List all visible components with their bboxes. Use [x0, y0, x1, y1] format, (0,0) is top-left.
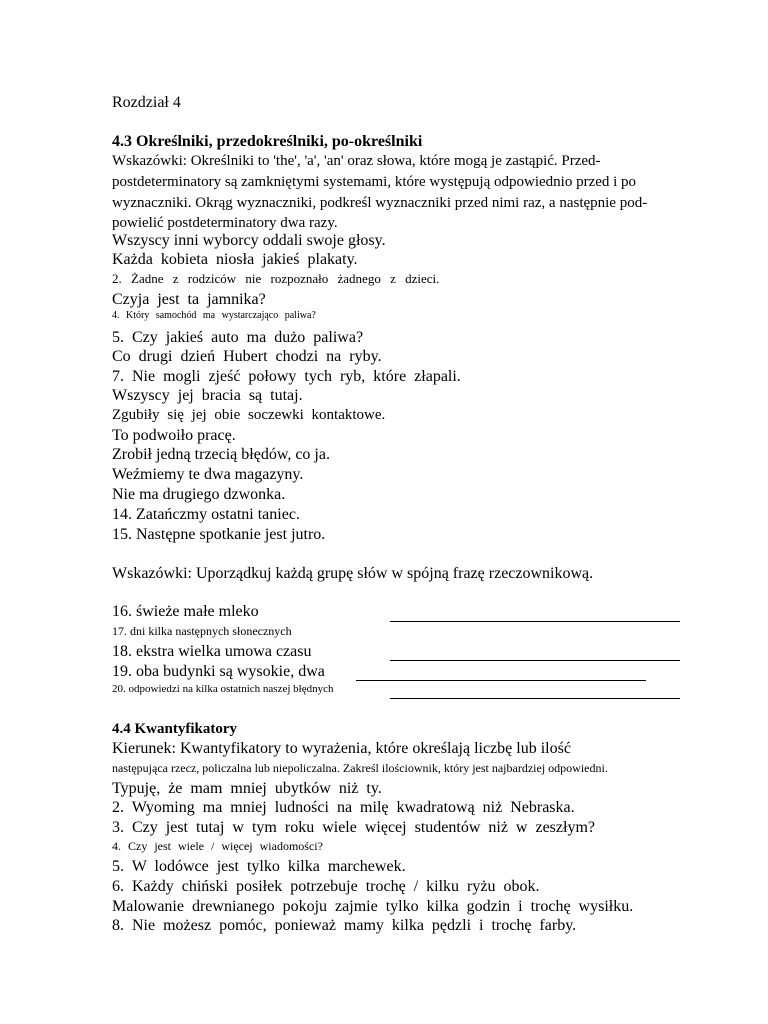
section-4-3-title: 4.3 Określniki, przedokreślniki, po-określniki	[112, 133, 423, 150]
answer-blank	[390, 621, 680, 622]
exercise-sentence: Wszyscy inni wyborcy oddali swoje głosy.	[112, 232, 386, 249]
exercise-sentence: 4. Który samochód ma wystarczająco paliwa?	[112, 310, 316, 321]
exercise-sentence: Co drugi dzień Hubert chodzi na ryby.	[112, 348, 382, 365]
ordering-item: 20. odpowiedzi na kilka ostatnich naszej błędnych	[112, 683, 334, 695]
exercise-sentence: 5. Czy jakieś auto ma dużo paliwa?	[112, 329, 364, 346]
instruction-line: powielić postdeterminatory dwa razy.	[112, 215, 338, 231]
exercise-sentence: 8. Nie możesz pomóc, ponieważ mamy kilka pędzli i trochę farby.	[112, 917, 577, 934]
ordering-item: 18. ekstra wielka umowa czasu	[112, 643, 312, 660]
ordering-item: 17. dni kilka następnych słonecznych	[112, 624, 292, 638]
answer-blank	[390, 660, 680, 661]
instruction-line: wyznaczniki. Okrąg wyznaczniki, podkreśl wyznaczniki przed nimi raz, a następnie pod-	[112, 195, 648, 211]
instruction-line: Kierunek: Kwantyfikatory to wyrażenia, które określają liczbę lub ilość	[112, 740, 571, 757]
exercise-sentence: Zrobił jedną trzecią błędów, co ja.	[112, 446, 330, 463]
exercise-sentence: Weźmiemy te dwa magazyny.	[112, 466, 304, 483]
instruction-line: Wskazówki: Określniki to 'the', 'a', 'an' oraz słowa, które mogą je zastąpić. Przed-	[112, 153, 601, 169]
exercise-sentence: 15. Następne spotkanie jest jutro.	[112, 526, 326, 543]
section-4-4-title: 4.4 Kwantyfikatory	[112, 721, 237, 737]
exercise-sentence: To podwoiło pracę.	[112, 427, 236, 444]
instruction-ordering: Wskazówki: Uporządkuj każdą grupę słów w spójną frazę rzeczownikową.	[112, 565, 594, 582]
answer-blank	[356, 680, 646, 681]
answer-blank	[390, 698, 680, 699]
ordering-item: 19. oba budynki są wysokie, dwa	[112, 663, 325, 680]
exercise-sentence: 6. Każdy chiński posiłek potrzebuje trochę / kilku ryżu obok.	[112, 878, 540, 895]
instruction-line: postdeterminatory są zamkniętymi systemami, które występują odpowiednio przed i po	[112, 174, 637, 190]
exercise-sentence: Malowanie drewnianego pokoju zajmie tylko kilka godzin i trochę wysiłku.	[112, 898, 634, 915]
chapter-heading: Rozdział 4	[112, 94, 181, 111]
exercise-sentence: Wszyscy jej bracia są tutaj.	[112, 387, 303, 404]
exercise-sentence: 2. Wyoming ma mniej ludności na milę kwadratową niż Nebraska.	[112, 799, 575, 816]
ordering-item: 16. świeże małe mleko	[112, 603, 259, 620]
exercise-sentence: 5. W lodówce jest tylko kilka marchewek.	[112, 858, 406, 875]
exercise-sentence: Nie ma drugiego dzwonka.	[112, 486, 286, 503]
exercise-sentence: 7. Nie mogli zjeść połowy tych ryb, które złapali.	[112, 368, 461, 385]
exercise-sentence: 3. Czy jest tutaj w tym roku wiele więcej studentów niż w zeszłym?	[112, 819, 595, 836]
instruction-line: następująca rzecz, policzalna lub niepoliczalna. Zakreśl ilościownik, który jest najbardziej odpowiedni.	[112, 761, 608, 775]
exercise-sentence: Typuję, że mam mniej ubytków niż ty.	[112, 780, 382, 797]
exercise-sentence: 14. Zatańczmy ostatni taniec.	[112, 506, 300, 523]
exercise-sentence: Każda kobieta niosła jakieś plakaty.	[112, 251, 358, 268]
exercise-sentence: Zgubiły się jej obie soczewki kontaktowe.	[112, 407, 386, 423]
exercise-sentence: 2. Żadne z rodziców nie rozpoznało żadnego z dzieci.	[112, 271, 440, 286]
exercise-sentence: Czyja jest ta jamnika?	[112, 291, 266, 308]
exercise-sentence: 4. Czy jest wiele / więcej wiadomości?	[112, 839, 323, 853]
